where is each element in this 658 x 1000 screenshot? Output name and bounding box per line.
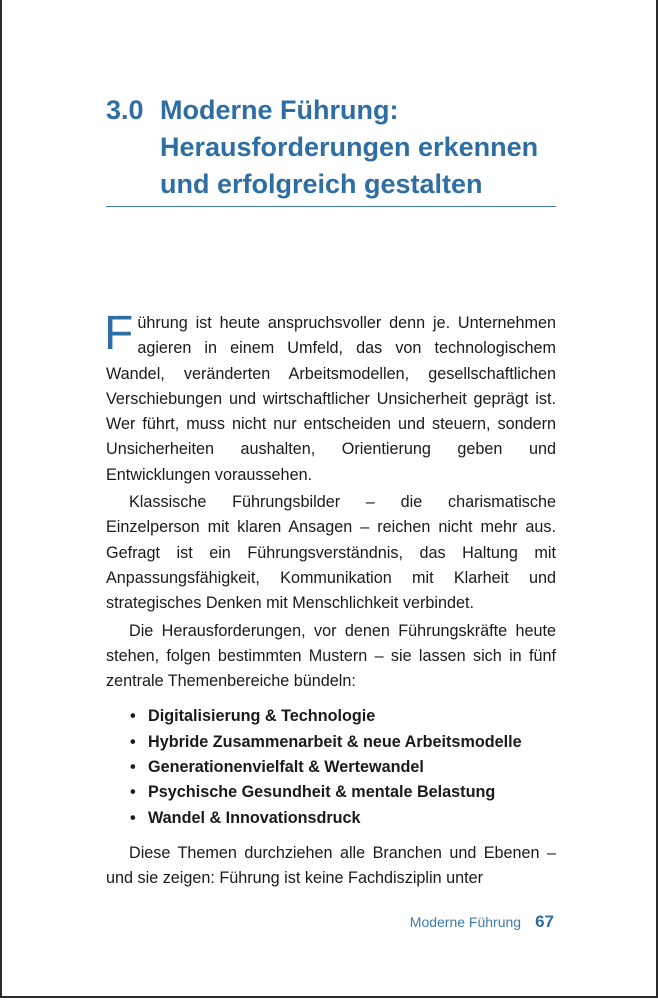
list-item: • Generationenvielfalt & Wertewandel bbox=[128, 755, 556, 780]
body-text bbox=[104, 307, 556, 894]
chapter-title-line-3: und erfolgreich gestalten bbox=[160, 169, 483, 199]
topic-list bbox=[106, 704, 556, 830]
paragraph-intro bbox=[104, 307, 556, 488]
page-footer bbox=[410, 912, 554, 932]
chapter-number: 3.0 bbox=[106, 95, 144, 125]
chapter-title-line-1: Moderne Führung: bbox=[160, 95, 399, 125]
paragraph-4: Diese Themen durchziehen alle Branchen und Ebenen – und sie zeigen: Führung ist keine Fachdisziplin unter bbox=[106, 843, 556, 888]
heading-divider bbox=[106, 206, 556, 207]
bullet-icon: • bbox=[130, 758, 136, 777]
list-item: • Wandel & Innovationsdruck bbox=[128, 806, 556, 831]
bullet-icon: • bbox=[130, 808, 136, 827]
paragraph-intro-text: ührung ist heute anspruchsvoller denn je. Unternehmen agieren in einem Umfeld, das von technologischem Wandel, veränderten Arbeitsmodellen, gesellschaftlichen Verschiebungen und wirtschaftlicher Unsicherheit geprägt ist. Wer führt, muss nicht nur entscheiden und steuern, sondern Unsicherheiten aushalten, Orientierung geben und Entwicklungen voraussehen. bbox=[106, 314, 556, 484]
drop-cap: F bbox=[104, 307, 134, 360]
paragraph-3: Die Herausforderungen, vor denen Führungskräfte heute stehen, folgen bestimmten Mustern – sie lassen sich in fünf zentrale Themenbereiche bündeln: bbox=[106, 621, 556, 691]
list-item: • Hybride Zusammenarbeit & neue Arbeitsmodelle bbox=[128, 730, 556, 755]
page-number: 67 bbox=[535, 912, 554, 931]
chapter-heading bbox=[106, 92, 558, 203]
running-title: Moderne Führung bbox=[409, 914, 522, 930]
list-item: • Psychische Gesundheit & mentale Belastung bbox=[128, 780, 556, 805]
bullet-icon: • bbox=[130, 783, 136, 802]
bullet-icon: • bbox=[130, 707, 136, 726]
bullet-icon: • bbox=[130, 732, 136, 751]
paragraph-2: Klassische Führungsbilder – die charismatische Einzelperson mit klaren Ansagen – reichen nicht mehr aus. Gefragt ist ein Führungsverständnis, das Haltung mit Anpassungsfähigkeit, Kommunikation mit Klarheit und strategisches Denken mit Menschlichkeit verbindet. bbox=[106, 493, 556, 613]
list-item: • Digitalisierung & Technologie bbox=[128, 704, 556, 729]
chapter-title-line-2: Herausforderungen erkennen bbox=[160, 132, 539, 162]
